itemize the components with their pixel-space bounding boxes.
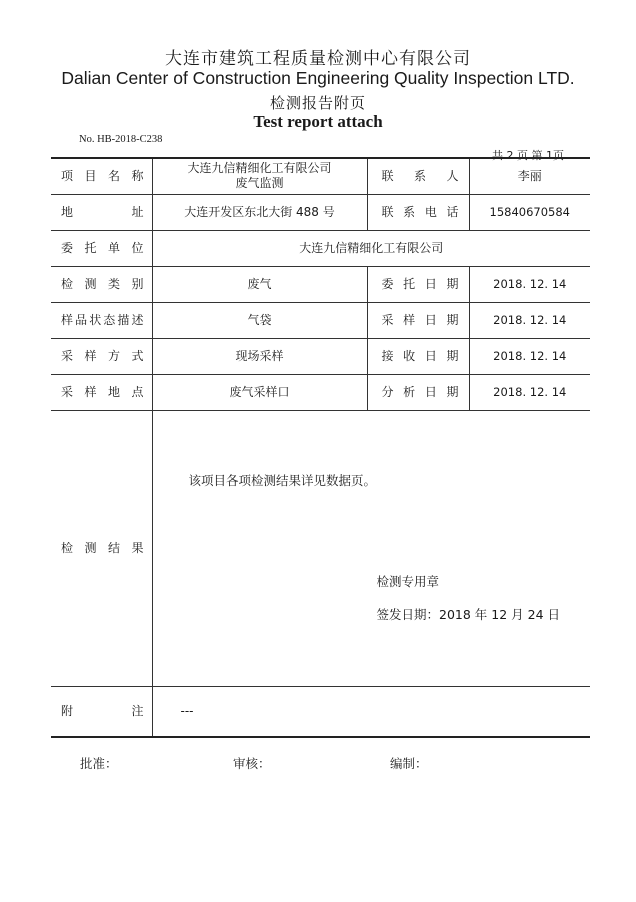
label-results: 检 测 结 果 — [61, 540, 144, 555]
label-commission-date: 委 托 日 期 — [381, 276, 459, 291]
value-project-name: 大连九信精细化工有限公司 废气监测 — [152, 158, 367, 194]
table-row — [51, 158, 590, 194]
report-subtitle-en: Test report attach — [253, 112, 383, 131]
table-row — [51, 194, 590, 230]
table-row — [51, 410, 590, 686]
label-contact-person: 联 系 人 — [381, 168, 459, 183]
review-label: 审核： — [233, 756, 271, 771]
value-sample-state: 气袋 — [152, 302, 367, 338]
label-client: 委 托 单 位 — [61, 240, 144, 255]
results-cell — [152, 410, 590, 686]
value-phone: 15840670584 — [469, 194, 590, 230]
org-name-en: Dalian Center of Construction Engineering Quality Inspection LTD. — [61, 68, 575, 88]
label-address: 地 址 — [61, 204, 144, 219]
approve-label: 批准： — [80, 756, 118, 771]
value-notes: --- — [152, 686, 590, 737]
label-sampling-method: 采 样 方 式 — [61, 348, 144, 363]
value-test-category: 废气 — [152, 266, 367, 302]
label-project-name: 项 目 名 称 — [61, 168, 144, 183]
value-receive-date: 2018. 12. 14 — [469, 338, 590, 374]
value-analysis-date: 2018. 12. 14 — [469, 374, 590, 410]
label-sample-state: 样 品 状 态 描 述 — [61, 312, 144, 327]
value-client: 大连九信精细化工有限公司 — [152, 230, 590, 266]
table-row — [51, 266, 590, 302]
prepare-label: 编制： — [390, 756, 428, 771]
label-test-category: 检 测 类 别 — [61, 276, 144, 291]
label-sampling-location: 采 样 地 点 — [61, 384, 144, 399]
value-address: 大连开发区东北大街 488 号 — [152, 194, 367, 230]
table-row — [51, 374, 590, 410]
value-sampling-location: 废气采样口 — [152, 374, 367, 410]
value-sampling-method: 现场采样 — [152, 338, 367, 374]
label-phone: 联 系 电 话 — [381, 204, 459, 219]
label-sampling-date: 采 样 日 期 — [381, 312, 459, 327]
report-number: No. HB-2018-C238 — [79, 134, 163, 145]
value-sampling-date: 2018. 12. 14 — [469, 302, 590, 338]
table-row — [51, 338, 590, 374]
report-table — [51, 157, 590, 738]
org-name-cn: 大连市建筑工程质量检测中心有限公司 — [165, 49, 471, 69]
stamp-label: 检测专用章 — [376, 573, 440, 589]
page-info: 共 2 页 第 1页 — [492, 149, 564, 162]
issue-date: 签发日期：2018 年 12 月 24 日 — [376, 606, 560, 622]
table-row — [51, 686, 590, 737]
value-contact-person: 李丽 — [469, 158, 590, 194]
table-row — [51, 302, 590, 338]
label-receive-date: 接 收 日 期 — [381, 348, 459, 363]
label-notes: 附 注 — [61, 703, 144, 718]
report-subtitle-cn: 检测报告附页 — [269, 94, 366, 112]
label-analysis-date: 分 析 日 期 — [381, 384, 459, 399]
table-row — [51, 230, 590, 266]
results-text: 该项目各项检测结果详见数据页。 — [188, 472, 377, 488]
value-commission-date: 2018. 12. 14 — [469, 266, 590, 302]
